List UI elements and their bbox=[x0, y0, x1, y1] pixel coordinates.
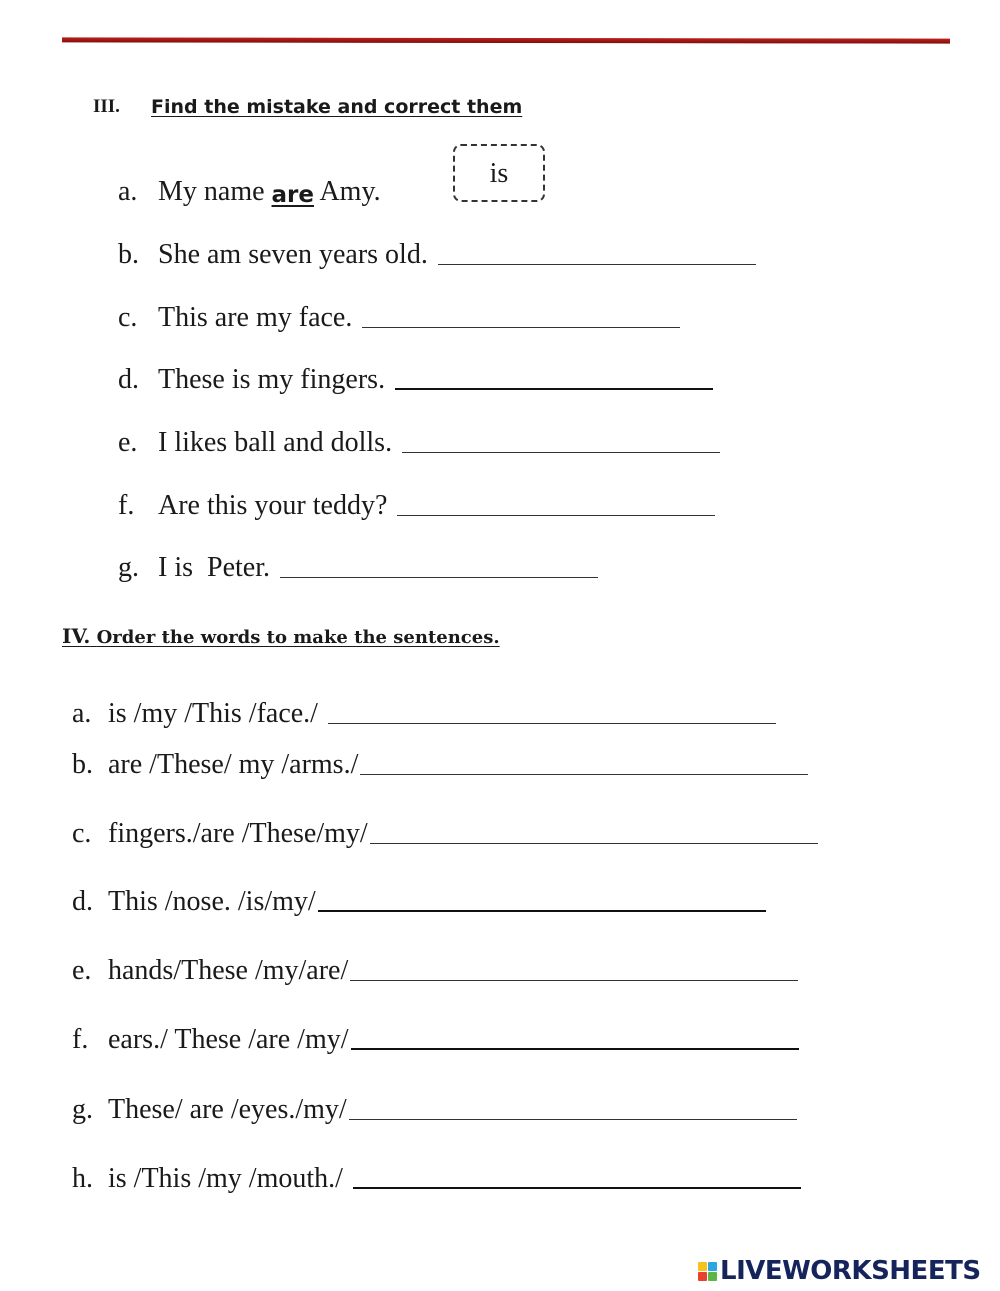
section-3-number: III. bbox=[93, 96, 120, 117]
top-rule bbox=[62, 37, 950, 43]
list-item bbox=[118, 298, 680, 334]
list-item bbox=[72, 814, 818, 850]
answer-blank[interactable] bbox=[349, 1118, 797, 1120]
answer-blank[interactable] bbox=[402, 451, 720, 453]
item-letter: e. bbox=[118, 427, 138, 458]
logo-square-icon bbox=[708, 1272, 717, 1281]
item-letter: d. bbox=[118, 364, 139, 395]
list-item bbox=[118, 423, 720, 459]
answer-blank[interactable] bbox=[395, 387, 713, 390]
example-before: My name bbox=[158, 176, 272, 207]
item-text: This /nose. /is/my/ bbox=[108, 886, 316, 917]
item-letter: a. bbox=[118, 176, 138, 207]
item-letter: c. bbox=[72, 818, 92, 849]
answer-blank[interactable] bbox=[280, 576, 598, 578]
answer-blank[interactable] bbox=[397, 514, 715, 516]
example-after: Amy. bbox=[314, 176, 381, 207]
item-text: is /my /This /face./ bbox=[108, 698, 318, 729]
section-4-number: IV. bbox=[62, 624, 91, 648]
item-letter: d. bbox=[72, 886, 93, 917]
list-item bbox=[72, 882, 766, 918]
item-letter: c. bbox=[118, 302, 138, 333]
example-item bbox=[118, 172, 381, 208]
list-item bbox=[118, 235, 756, 271]
item-letter: b. bbox=[72, 749, 93, 780]
item-letter: b. bbox=[118, 239, 139, 270]
answer-blank[interactable] bbox=[360, 773, 808, 775]
item-text: I likes ball and dolls. bbox=[158, 427, 393, 458]
section-3-heading bbox=[93, 92, 522, 122]
list-item bbox=[72, 745, 808, 781]
item-letter: f. bbox=[72, 1024, 89, 1055]
item-text: hands/These /my/are/ bbox=[108, 955, 349, 986]
item-letter: g. bbox=[118, 552, 139, 583]
item-letter: f. bbox=[118, 490, 135, 521]
answer-blank[interactable] bbox=[438, 263, 756, 265]
item-text: She am seven years old. bbox=[158, 239, 428, 270]
answer-blank[interactable] bbox=[351, 1047, 799, 1050]
answer-blank[interactable] bbox=[370, 842, 818, 844]
item-text: Are this your teddy? bbox=[158, 490, 388, 521]
section-4-title: Order the words to make the sentences. bbox=[96, 627, 500, 648]
item-text: This are my face. bbox=[158, 302, 353, 333]
list-item bbox=[72, 1159, 801, 1195]
list-item bbox=[118, 548, 598, 584]
section-3-title: Find the mistake and correct them bbox=[151, 96, 523, 118]
item-text: ears./ These /are /my/ bbox=[108, 1024, 349, 1055]
answer-blank[interactable] bbox=[318, 909, 766, 912]
example-answer-box bbox=[453, 144, 545, 202]
item-text: These is my fingers. bbox=[158, 364, 386, 395]
list-item bbox=[118, 486, 715, 522]
logo-square-icon bbox=[698, 1272, 707, 1281]
item-text: I is Peter. bbox=[158, 552, 270, 583]
item-letter: h. bbox=[72, 1163, 93, 1194]
liveworksheets-logo bbox=[698, 1256, 981, 1286]
list-item bbox=[72, 1020, 799, 1056]
logo-square-icon bbox=[708, 1262, 717, 1271]
item-text: are /These/ my /arms./ bbox=[108, 749, 359, 780]
example-mistake: are bbox=[271, 182, 314, 208]
list-item bbox=[72, 1090, 797, 1126]
item-text: is /This /my /mouth./ bbox=[108, 1163, 343, 1194]
logo-mark-icon bbox=[698, 1262, 717, 1281]
list-item bbox=[72, 951, 798, 987]
logo-square-icon bbox=[698, 1262, 707, 1271]
answer-blank[interactable] bbox=[353, 1186, 801, 1189]
answer-blank[interactable] bbox=[362, 326, 680, 328]
item-text: These/ are /eyes./my/ bbox=[108, 1094, 347, 1125]
item-letter: e. bbox=[72, 955, 92, 986]
list-item bbox=[72, 694, 776, 730]
list-item bbox=[118, 360, 713, 396]
logo-text: LIVEWORKSHEETS bbox=[720, 1256, 981, 1286]
item-letter: g. bbox=[72, 1094, 93, 1125]
section-4-heading bbox=[62, 624, 500, 652]
answer-blank[interactable] bbox=[328, 722, 776, 724]
item-text: fingers./are /These/my/ bbox=[108, 818, 368, 849]
item-letter: a. bbox=[72, 698, 92, 729]
example-answer: is bbox=[489, 158, 509, 189]
answer-blank[interactable] bbox=[350, 979, 798, 981]
